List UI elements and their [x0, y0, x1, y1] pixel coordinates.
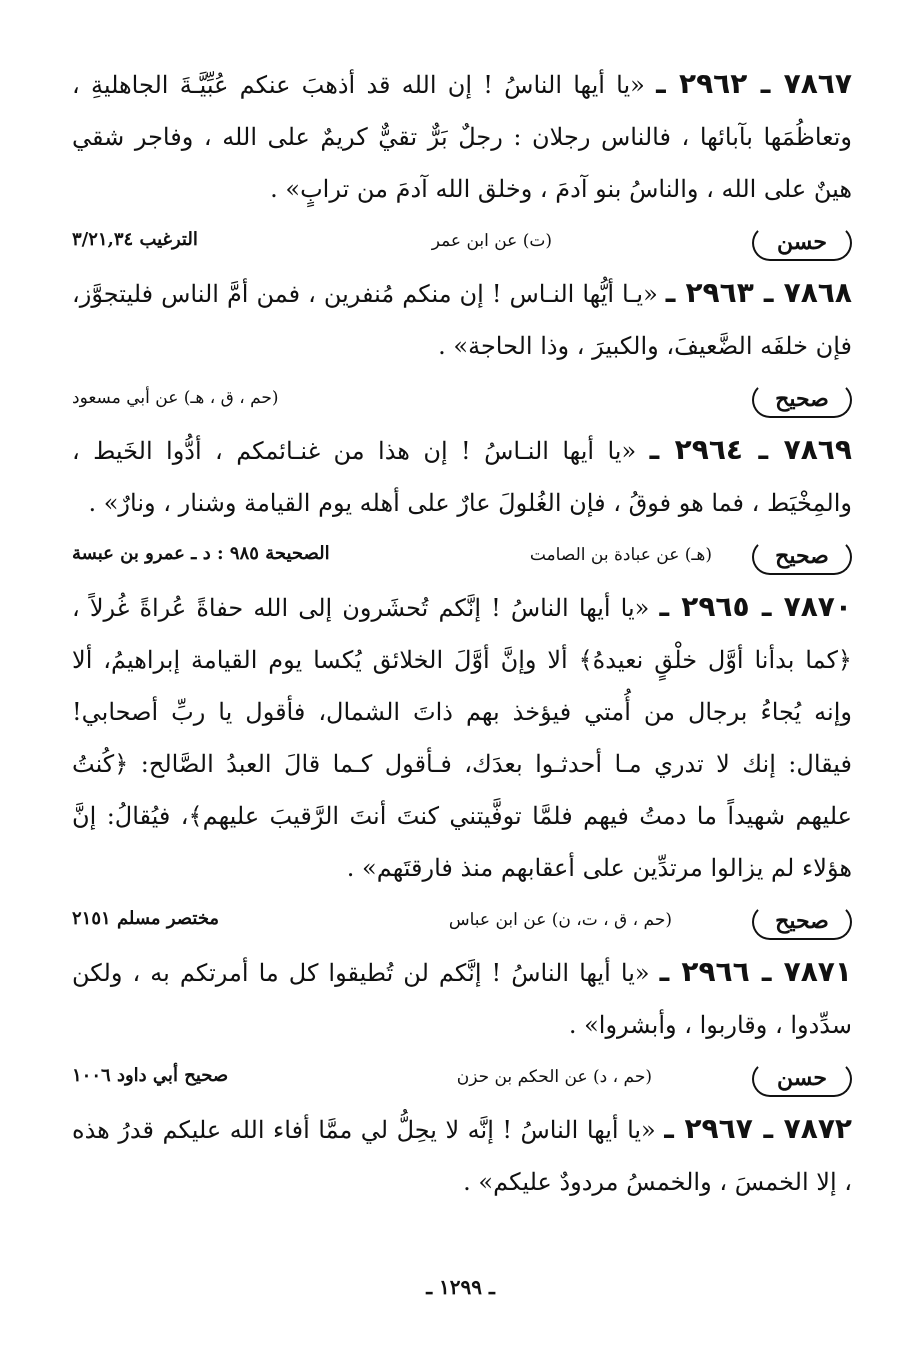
hadith-entry-7867	[72, 58, 852, 267]
reference-label: الترغيب ٣/٢١,٣٤	[72, 229, 198, 250]
grade-label: حسن	[752, 225, 852, 261]
source-label: (حم ، ق ، هـ) عن أبي مسعود	[72, 388, 279, 408]
hadith-number: ٧٨٦٧ ـ ٢٩٦٢ ـ	[656, 67, 852, 100]
hadith-text	[72, 946, 852, 1051]
source-label: (ت) عن ابن عمر	[431, 231, 552, 251]
hadith-entry-7869	[72, 424, 852, 581]
grade-label: صحيح	[752, 382, 852, 418]
reference-label: الصحيحة ٩٨٥ : د ـ عمرو بن عبسة	[72, 543, 330, 564]
grade-label: حسن	[752, 1061, 852, 1097]
hadith-body: «يا أيها الناسُ ! إن الله قد أذهبَ عنكم عُبِّيَّـةَ الجاهليةِ ، وتعاظُمَها بآبائها ، فالناس رجلان : رجلٌ بَرٌّ تقيٌّ كريمٌ على الله ، وفاجر شقي هينٌ على الله ، والناسُ بنو آدمَ ، وخلق الله آدمَ من ترابٍ» .	[72, 71, 852, 203]
hadith-number: ٧٨٧١ ـ ٢٩٦٦ ـ	[659, 955, 852, 988]
hadith-number: ٧٨٧٢ ـ ٢٩٦٧ ـ	[664, 1112, 852, 1145]
hadith-entry-7871	[72, 946, 852, 1103]
hadith-text	[72, 424, 852, 529]
hadith-meta	[72, 215, 852, 267]
page-number: ـ ١٢٩٩ ـ	[426, 1275, 495, 1299]
hadith-entry-7870	[72, 581, 852, 946]
hadith-text	[72, 58, 852, 215]
source-label: (هـ) عن عبادة بن الصامت	[529, 545, 712, 565]
source-label: (حم ، د) عن الحكم بن حزن	[456, 1067, 652, 1087]
hadith-number: ٧٨٦٩ ـ ٢٩٦٤ ـ	[649, 433, 852, 466]
hadith-text	[72, 1103, 852, 1208]
hadith-number: ٧٨٦٨ ـ ٢٩٦٣ ـ	[665, 276, 852, 309]
hadith-meta	[72, 529, 852, 581]
hadith-entry-7872	[72, 1103, 852, 1208]
reference-label: صحيح أبي داود ١٠٠٦	[72, 1065, 229, 1086]
hadith-meta	[72, 1051, 852, 1103]
hadith-body: «يا أيها الناسُ ! إنَّكم لن تُطيقوا كل ما أمرتكم به ، ولكن سدِّدوا ، وقاربوا ، وأبشروا» .	[72, 959, 852, 1039]
grade-label: صحيح	[752, 904, 852, 940]
hadith-page	[72, 58, 852, 1208]
hadith-entry-7868	[72, 267, 852, 424]
hadith-text	[72, 267, 852, 372]
hadith-meta	[72, 894, 852, 946]
hadith-body: «يا أيها الناسُ ! إنَّه لا يحِلُّ لي ممَّا أفاء الله عليكم قدرُ هذه ، إلا الخمسَ ، والخمسُ مردودٌ عليكم» .	[72, 1116, 852, 1196]
hadith-text	[72, 581, 852, 894]
source-label: (حم ، ق ، ت، ن) عن ابن عباس	[448, 910, 672, 930]
grade-label: صحيح	[752, 539, 852, 575]
hadith-body: «يـا أيُّها النـاس ! إن منكم مُنفرين ، فمن أمَّ الناس فليتجوَّز، فإن خلفَه الضَّعيفَ، والكبيرَ ، وذا الحاجة» .	[72, 280, 852, 360]
hadith-body: «يا أيها النـاسُ ! إن هذا من غنـائمكم ، أدُّوا الخَيط ، والمِخْيَط ، فما هو فوقُ ، فإن الغُلولَ عارٌ على أهله يوم القيامة وشنار ، ونارٌ» .	[72, 437, 852, 517]
hadith-meta	[72, 372, 852, 424]
hadith-body: «يا أيها الناسُ ! إنَّكم تُحشَرون إلى الله حفاةً عُراةً غُرلاً ، ﴿كما بدأنا أوَّل خلْقٍ نعيدهُ﴾ ألا وإنَّ أوَّلَ الخلائق يُكسا يوم القيامة إبراهيمُ، ألا وإنه يُجاءُ برجال من أُمتي فيؤخذ بهم ذاتَ الشمال، فأقول يا ربِّ أصحابي! فيقال: إنك لا تدري مـا أحدثـوا بعدَك، فـأقول كـما قالَ العبدُ الصَّالح: ﴿كُنتُ عليهم شهيداً ما دمتُ فيهم فلمَّا توفَّيتني كنتَ أنتَ الرَّقيبَ عليهم﴾، فيُقالُ: إنَّ هؤلاء لم يزالوا مرتدِّين على أعقابهم منذ فارقتَهم» .	[72, 594, 852, 882]
hadith-number: ٧٨٧٠ ـ ٢٩٦٥ ـ	[659, 590, 852, 623]
reference-label: مختصر مسلم ٢١٥١	[72, 908, 220, 929]
